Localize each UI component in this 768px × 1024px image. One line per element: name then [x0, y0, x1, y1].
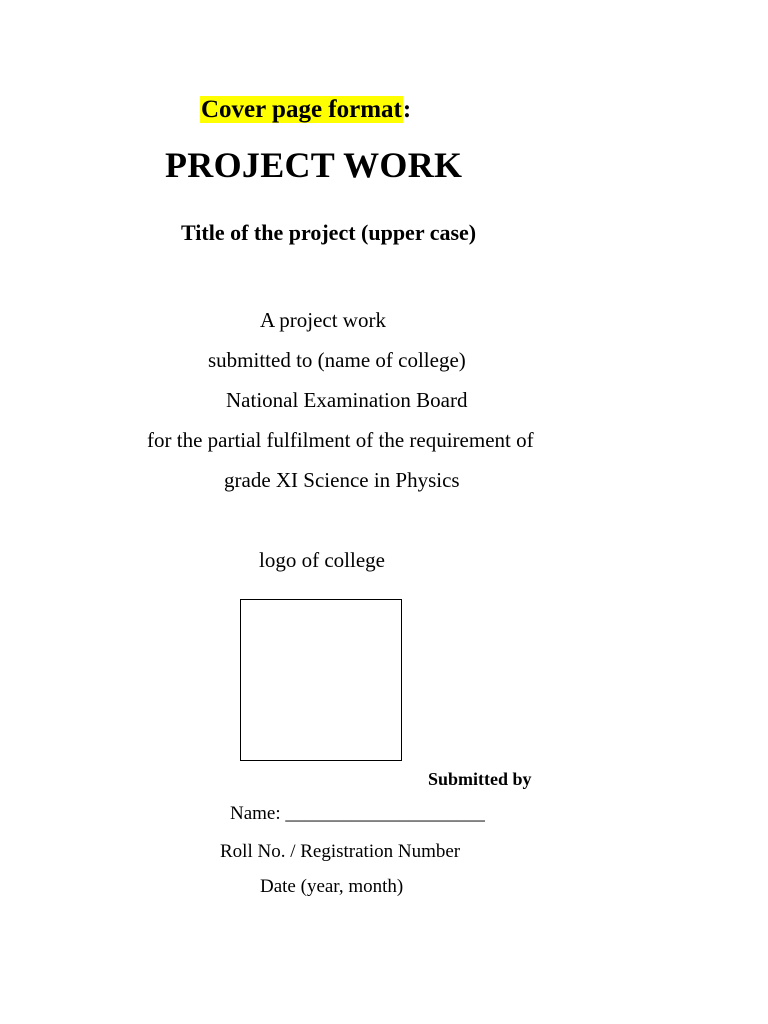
requirement-line: for the partial fulfilment of the requirement of — [147, 428, 534, 452]
grade-line: grade XI Science in Physics — [224, 468, 460, 492]
roll-number-line: Roll No. / Registration Number — [220, 841, 461, 862]
project-work-heading: PROJECT WORK — [165, 145, 463, 185]
name-line: Name: _____________________ — [230, 803, 485, 824]
submitted-to-line: submitted to (name of college) — [208, 348, 466, 372]
date-line: Date (year, month) — [260, 876, 404, 897]
cover-format-colon: : — [402, 96, 412, 123]
cover-format-label — [200, 97, 411, 122]
logo-caption: logo of college — [259, 548, 385, 572]
logo-placeholder-box — [240, 599, 402, 761]
cover-format-highlight: Cover page format — [201, 96, 402, 123]
exam-board-line: National Examination Board — [226, 388, 468, 412]
submitted-by-label: Submitted by — [428, 769, 532, 789]
project-work-line: A project work — [260, 308, 386, 332]
project-title-line: Title of the project (upper case) — [181, 220, 477, 245]
